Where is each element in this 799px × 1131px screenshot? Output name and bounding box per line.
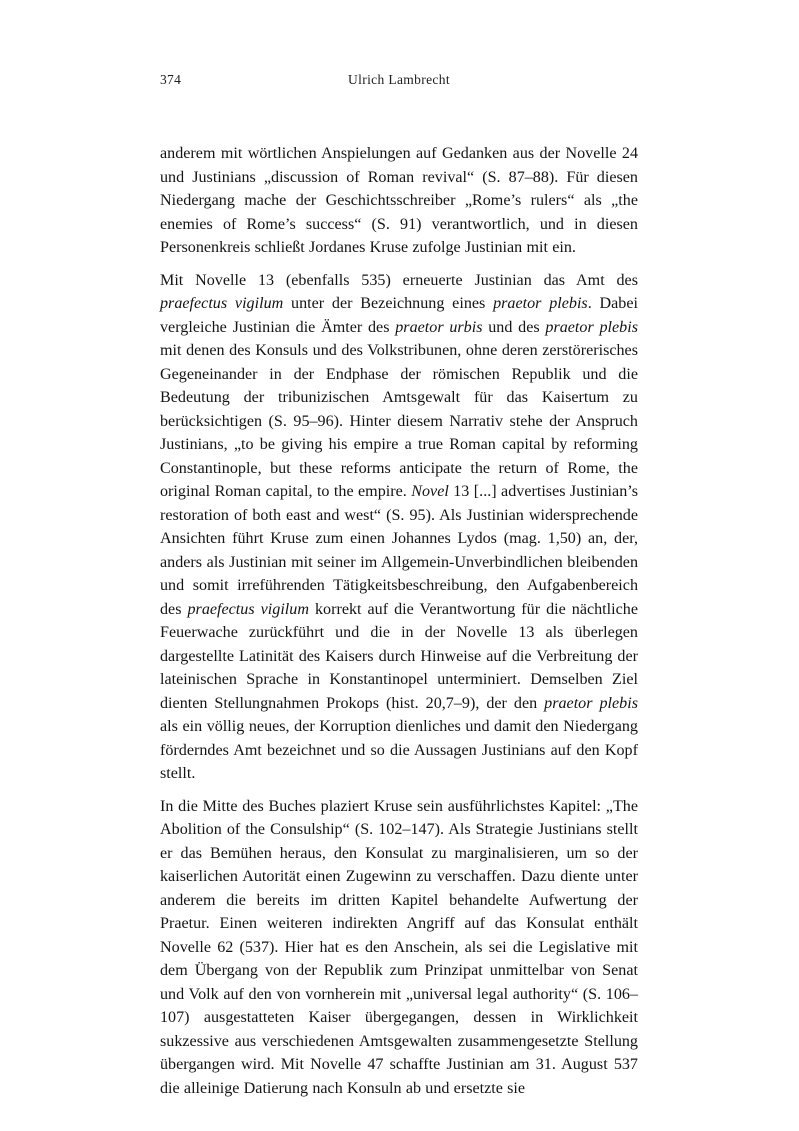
body-text-column: [160, 142, 638, 1100]
running-head: [160, 72, 638, 90]
paragraph-1: anderem mit wörtlichen Anspielungen auf Gedanken aus der Novelle 24 und Justinians „discussion of Roman revival“ (S. 87–88). Für diesen Niedergang mache der Geschichtsschreiber „Rome’s rulers“ als „the enemies of Rome’s success“ (S. 91) verantwortlich, und in diesen Personenkreis schließt Jordanes Kruse zufolge Justinian mit ein.: [160, 145, 638, 256]
latin-term-praefectus-vigilum: praefectus vigilum: [187, 600, 309, 618]
page-number: 374: [160, 72, 182, 87]
latin-term-praetor-urbis: praetor urbis: [395, 318, 483, 336]
paragraph-3: In die Mitte des Buches plaziert Kruse sein ausführlichstes Kapitel: „The Abolition of the Consulship“ (S. 102–147). Als Strategie Justinians stellt er das Bemühen heraus, den Konsulat zu marginalisieren, um so der kaiserlichen Autorität einen Zugewinn zu verschaffen. Dazu diente unter anderem die bereits im dritten Kapitel behandelte Aufwertung der Praetur. Einen weiteren indirekten Angriff auf das Konsulat enthält Novelle 62 (537). Hier hat es den Anschein, als sei die Legislative mit dem Übergang von der Republik zum Prinzipat unmittelbar von Senat und Volk auf den von vornherein mit „universal legal authority“ (S. 106–107) ausgestatteten Kaiser übergegangen, dessen in Wirklichkeit sukzessive aus verschiedenen Amtsgewalten zusammengesetzte Stellung übergangen wird. Mit Novelle 47 schaffte Justinian am 31. August 537 die alleinige Datierung nach Konsuln ab und ersetzte sie: [160, 797, 638, 1097]
paragraph-2: Mit Novelle 13 (ebenfalls 535) erneuerte Justinian das Amt des praefectus vigilum unter der Bezeichnung eines praetor plebis. Dabei vergleiche Justinian die Ämter des praetor urbis und des praetor plebis mit denen des Konsuls und des Volkstribunen, ohne deren zerstörerisches Gegeneinander in der Endphase der römischen Republik und die Bedeutung der tribunizischen Amtsgewalt für das Kaisertum zu berücksichtigen (S. 95–96). Hinter diesem Narrativ stehe der Anspruch Justinians, „to be giving his empire a true Roman capital by reforming Constantinople, but these reforms anticipate the return of Rome, the original Roman capital, to the empire. Novel 13 [...] advertises Justinian’s restoration of both east and west“ (S. 95). Als Justinian widersprechende Ansichten führt Kruse zum einen Johannes Lydos (mag. 1,50) an, der, anders als Justinian mit seiner im Allgemein-Unverbindlichen bleibenden und somit irreführenden Tätigkeitsbeschreibung, den Aufgabenbereich des praefectus vigilum korrekt auf die Verantwortung für die nächtliche Feuerwache zurückführt und die in der Novelle 13 als überlegen dargestellte Latinität des Kaisers durch Hinweise auf die Verbreitung der lateinischen Sprache in Konstantinopel unterminiert. Demselben Ziel dienten Stellungnahmen Prokops (hist. 20,7–9), der den praetor plebis als ein völlig neues, der Korruption dienliches und damit den Niedergang förderndes Amt bezeichnet und so die Aussagen Justinians auf den Kopf stellt.: [160, 271, 639, 782]
latin-term-praetor-plebis: praetor plebis: [493, 295, 588, 312]
latin-term-praetor-plebis: praetor plebis: [545, 318, 638, 336]
latin-term-praefectus-vigilum: praefectus vigilum: [160, 295, 284, 312]
work-title-novel: Novel: [411, 483, 449, 500]
running-head-title: Ulrich Lambrecht: [348, 72, 450, 87]
latin-term-praetor-plebis: praetor plebis: [544, 694, 638, 712]
